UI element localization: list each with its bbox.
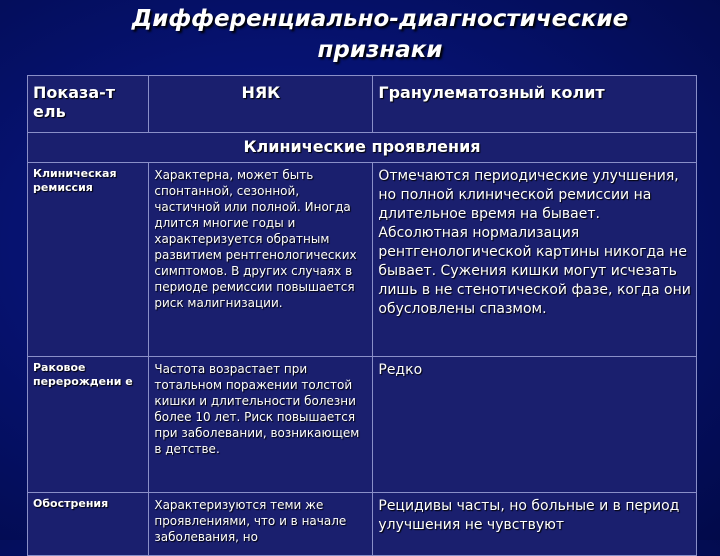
table-row: [28, 357, 697, 493]
header-nyak: НЯК: [149, 76, 373, 133]
row-label: Обострения: [28, 493, 149, 556]
table-row: [28, 493, 697, 556]
gk-cell: Редко: [373, 357, 697, 493]
slide-title-line-2: признаки: [317, 37, 443, 63]
nyak-cell: Характеризуются теми же проявлениями, что и в начале заболевания, но: [149, 493, 373, 556]
header-granulomatous-colitis: Гранулематозный колит: [373, 76, 697, 133]
table-row: [28, 163, 697, 357]
gk-cell: Отмечаются периодические улучшения, но полной клинической ремиссии на длительное время на бывает. Абсолютная нормализация рентгенологической картины никогда не бывает. Сужения кишки могут исчезать лишь в не стенотической фазе, когда они обусловлены спазмом.: [373, 163, 697, 357]
gk-cell: Рецидивы часты, но больные и в период улучшения не чувствуют: [373, 493, 697, 556]
section-title: Клинические проявления: [28, 133, 697, 163]
slide-title-line-1: Дифференциально-диагностические: [131, 6, 629, 32]
slide-title: [0, 0, 720, 66]
nyak-cell: Характерна, может быть спонтанной, сезонной, частичной или полной. Иногда длится многие годы и характеризуется обратным развитием рентгенологических симптомов. В других случаях в периоде ремиссии повышается риск малигнизации.: [149, 163, 373, 357]
table-header-row: [28, 76, 697, 133]
nyak-cell: Частота возрастает при тотальном поражении толстой кишки и длительности болезни более 10 лет. Риск повышается при заболевании, возникающем в детстве.: [149, 357, 373, 493]
header-indicator: Показа-т ель: [28, 76, 149, 133]
comparison-table: [27, 75, 697, 556]
row-label: Клиническая ремиссия: [28, 163, 149, 357]
section-row: [28, 133, 697, 163]
row-label: Раковое перерождени е: [28, 357, 149, 493]
